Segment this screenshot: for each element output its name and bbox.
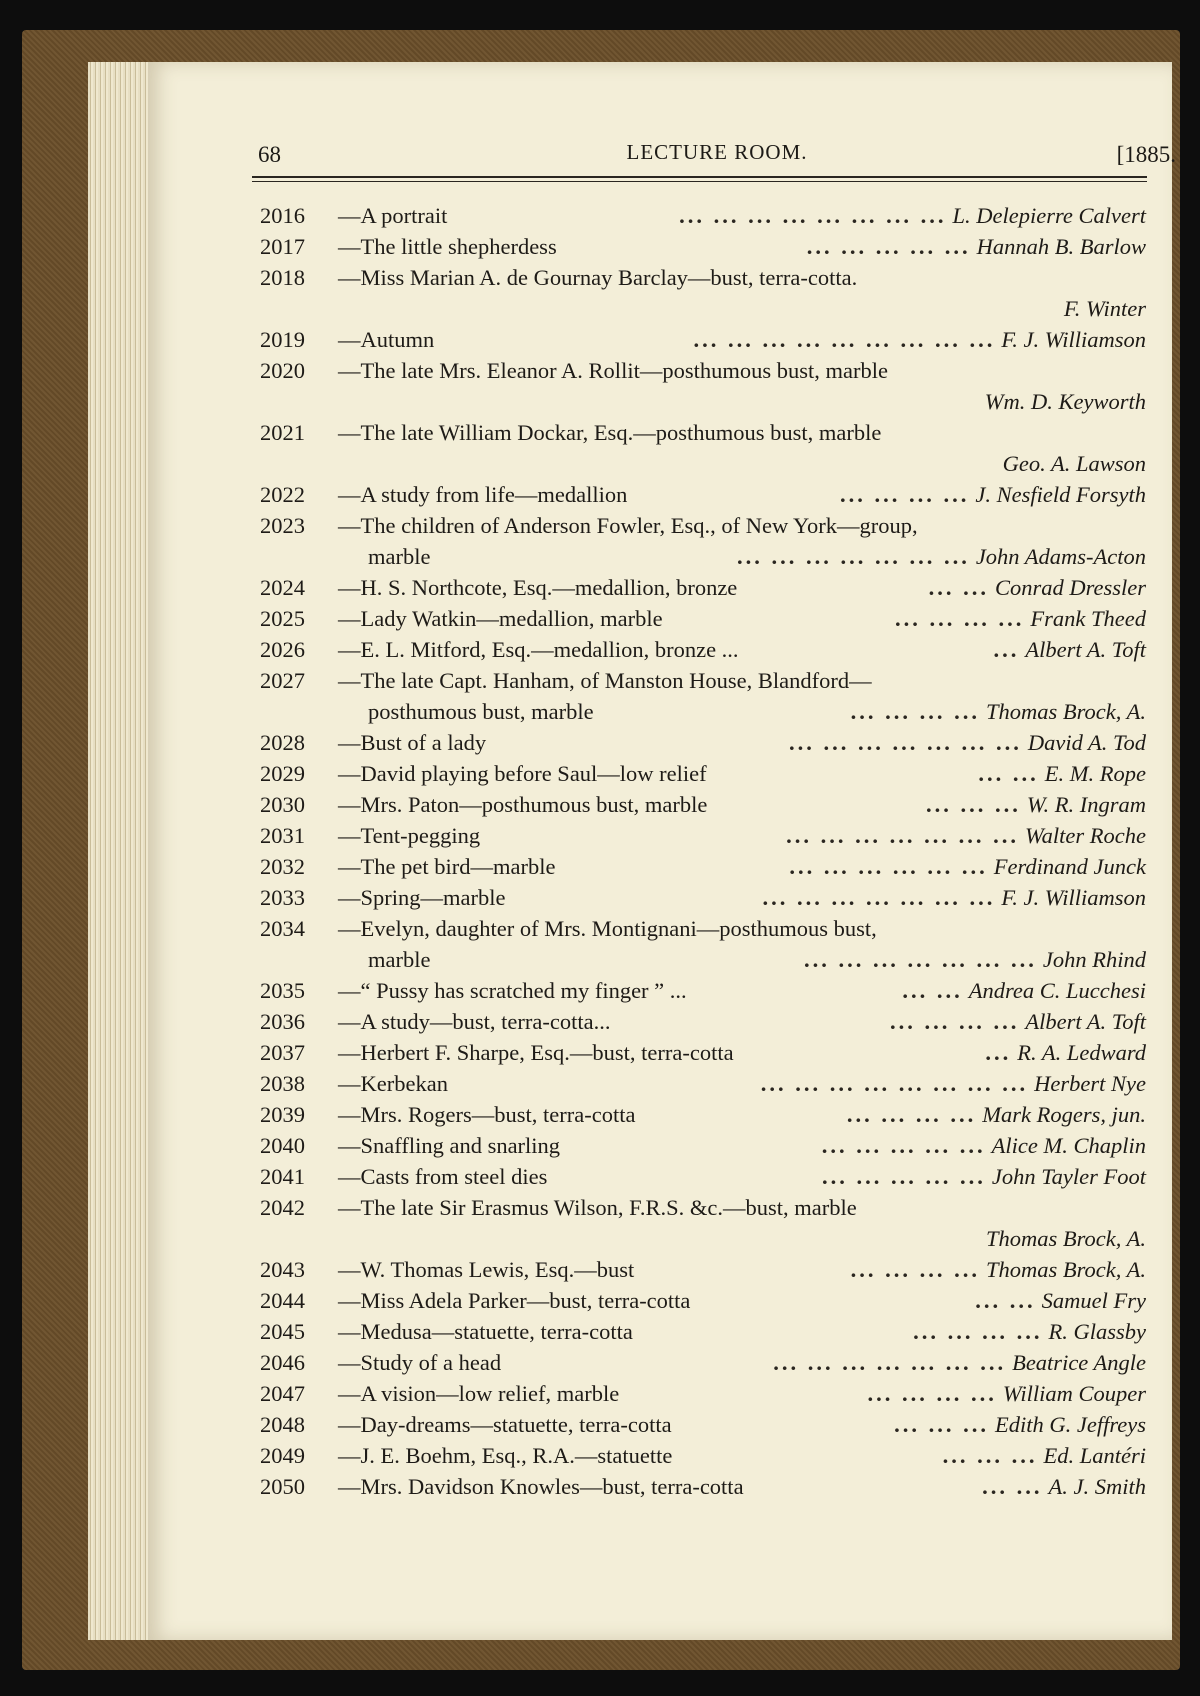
catalogue-entry xyxy=(260,603,1146,634)
dot-leader: ... ... ... ... ... ... ... xyxy=(773,1350,1007,1375)
entry-dash: — xyxy=(338,1474,361,1499)
catalogue-entry xyxy=(260,324,1146,355)
catalogue-entry xyxy=(260,665,1146,727)
entry-dash: — xyxy=(338,606,361,631)
catalogue-entry xyxy=(260,913,1146,975)
entry-title: The late Sir Erasmus Wilson, F.R.S. &c.—bust, marble xyxy=(360,1195,857,1220)
entry-artist: Mark Rogers, jun. xyxy=(982,1102,1146,1127)
entry-line-continued xyxy=(260,944,1146,975)
entry-dash: — xyxy=(338,1443,361,1468)
entry-artist: L. Delepierre Calvert xyxy=(952,203,1146,228)
entry-title: David playing before Saul—low relief xyxy=(360,761,707,786)
catalogue-entry xyxy=(260,882,1146,913)
dot-leader: ... ... ... ... ... ... ... ... xyxy=(760,1071,1029,1096)
dot-leader: ... ... ... ... ... xyxy=(806,234,971,259)
dot-leader: ... ... ... ... ... ... ... xyxy=(736,544,970,569)
catalogue-entry xyxy=(260,572,1146,603)
entry-artist-line xyxy=(260,293,1146,324)
entry-dash: — xyxy=(338,916,361,941)
catalogue-entry xyxy=(260,1192,1146,1254)
dot-leader: ... ... ... ... ... ... ... xyxy=(804,947,1037,972)
catalogue-entry xyxy=(260,1254,1146,1285)
entry-artist: F. J. Williamson xyxy=(1001,327,1146,352)
catalogue-entry xyxy=(260,634,1146,665)
dot-leader: ... ... xyxy=(978,761,1039,786)
entry-artist: Beatrice Angle xyxy=(1012,1350,1146,1375)
entry-line xyxy=(260,665,1146,696)
entry-artist: Ferdinand Junck xyxy=(993,854,1146,879)
entry-number: 2048 xyxy=(260,1412,305,1437)
dot-leader: ... ... ... xyxy=(925,792,1021,817)
entry-line xyxy=(260,975,1146,1006)
entry-line xyxy=(260,789,1146,820)
catalogue-entry xyxy=(260,231,1146,262)
entry-line xyxy=(260,851,1146,882)
catalogue-entry xyxy=(260,1347,1146,1378)
entry-dash: — xyxy=(338,1319,361,1344)
entry-dash: — xyxy=(338,854,361,879)
entry-number: 2047 xyxy=(260,1381,305,1406)
entry-artist: Ed. Lantéri xyxy=(1043,1443,1146,1468)
entry-dash: — xyxy=(338,1102,361,1127)
entry-artist: David A. Tod xyxy=(1027,730,1146,755)
entry-line xyxy=(260,1161,1146,1192)
entry-title: The late Mrs. Eleanor A. Rollit—posthumous bust, marble xyxy=(360,358,888,383)
entry-artist: A. J. Smith xyxy=(1048,1474,1146,1499)
entry-line xyxy=(260,634,1146,665)
entry-artist: John Adams-Acton xyxy=(975,544,1146,569)
entry-line xyxy=(260,1130,1146,1161)
entry-dash: — xyxy=(338,513,361,538)
entry-title: Medusa—statuette, terra-cotta xyxy=(360,1319,633,1344)
entry-number: 2022 xyxy=(260,482,305,507)
entry-dash: — xyxy=(338,792,361,817)
entry-artist: R. A. Ledward xyxy=(1017,1040,1146,1065)
entry-artist: Frank Theed xyxy=(1030,606,1146,631)
entry-artist: R. Glassby xyxy=(1048,1319,1146,1344)
entry-number: 2042 xyxy=(260,1195,305,1220)
catalogue-entry xyxy=(260,510,1146,572)
entry-line xyxy=(260,1316,1146,1347)
entry-number: 2035 xyxy=(260,978,305,1003)
entry-dash: — xyxy=(338,327,361,352)
dot-leader: ... ... ... ... ... ... xyxy=(789,854,988,879)
entry-title-continued: posthumous bust, marble xyxy=(368,699,594,724)
dot-leader: ... ... ... ... xyxy=(850,699,980,724)
entry-number: 2044 xyxy=(260,1288,305,1313)
catalogue-entry xyxy=(260,1440,1146,1471)
dot-leader: ... ... ... xyxy=(894,1412,989,1437)
entry-line xyxy=(260,1471,1146,1502)
entry-line xyxy=(260,417,1146,448)
entry-number: 2030 xyxy=(260,792,305,817)
entry-dash: — xyxy=(338,730,361,755)
dot-leader: ... xyxy=(993,637,1020,662)
catalogue-entry xyxy=(260,1471,1146,1502)
dot-leader: ... ... ... ... ... ... ... xyxy=(786,823,1019,848)
dot-leader: ... ... ... ... ... ... ... xyxy=(762,885,996,910)
entry-line xyxy=(260,1409,1146,1440)
entry-number: 2039 xyxy=(260,1102,305,1127)
entry-number: 2023 xyxy=(260,513,305,538)
entry-title: Bust of a lady xyxy=(360,730,487,755)
dot-leader: ... ... ... xyxy=(942,1443,1038,1468)
dot-leader: ... ... ... ... xyxy=(867,1381,997,1406)
entry-line xyxy=(260,1068,1146,1099)
entry-artist: Conrad Dressler xyxy=(994,575,1146,600)
entry-title: Casts from steel dies xyxy=(360,1164,548,1189)
entry-dash: — xyxy=(338,1257,361,1282)
catalogue-entry xyxy=(260,727,1146,758)
entry-dash: — xyxy=(338,203,361,228)
entry-line xyxy=(260,1037,1146,1068)
entry-line xyxy=(260,727,1146,758)
entry-dash: — xyxy=(338,1133,361,1158)
entry-line xyxy=(260,882,1146,913)
entry-dash: — xyxy=(338,1288,361,1313)
entry-number: 2040 xyxy=(260,1133,305,1158)
catalogue-entry xyxy=(260,789,1146,820)
entry-dash: — xyxy=(338,420,361,445)
dot-leader: ... ... ... ... xyxy=(889,1009,1020,1034)
entry-title: H. S. Northcote, Esq.—medallion, bronze xyxy=(360,575,738,600)
entry-line xyxy=(260,262,1146,293)
entry-artist: John Rhind xyxy=(1042,947,1146,972)
catalogue-entry xyxy=(260,1099,1146,1130)
dot-leader: ... ... ... ... xyxy=(840,482,970,507)
entry-artist: W. R. Ingram xyxy=(1026,792,1146,817)
entry-artist: Alice M. Chaplin xyxy=(991,1133,1146,1158)
entry-artist: F. J. Williamson xyxy=(1001,885,1146,910)
catalogue-entry xyxy=(260,479,1146,510)
entry-line xyxy=(260,603,1146,634)
entry-title: Miss Adela Parker—bust, terra-cotta xyxy=(360,1288,691,1313)
catalogue-entry xyxy=(260,262,1146,324)
dot-leader: ... xyxy=(985,1040,1012,1065)
entry-dash: — xyxy=(338,1071,361,1096)
entry-title: Evelyn, daughter of Mrs. Montignani—posthumous bust, xyxy=(360,916,877,941)
catalogue-entry xyxy=(260,1316,1146,1347)
entry-dash: — xyxy=(338,234,361,259)
entry-title: Miss Marian A. de Gournay Barclay—bust, terra-cotta. xyxy=(360,265,858,290)
entry-line xyxy=(260,572,1146,603)
entry-number: 2032 xyxy=(260,854,305,879)
entry-title: Study of a head xyxy=(360,1350,502,1375)
dot-leader: ... ... ... ... ... ... ... ... xyxy=(679,203,947,228)
entry-line xyxy=(260,1285,1146,1316)
entry-artist: John Tayler Foot xyxy=(991,1164,1146,1189)
catalogue-entry xyxy=(260,975,1146,1006)
entry-artist: Geo. A. Lawson xyxy=(1002,451,1146,476)
catalogue-entry xyxy=(260,417,1146,479)
catalogue-entry xyxy=(260,1378,1146,1409)
entry-line xyxy=(260,758,1146,789)
entry-title: Day-dreams—statuette, terra-cotta xyxy=(360,1412,672,1437)
entry-number: 2019 xyxy=(260,327,305,352)
header-rule xyxy=(252,176,1147,178)
entry-artist: Thomas Brock, A. xyxy=(986,1257,1146,1282)
entry-title: Mrs. Rogers—bust, terra-cotta xyxy=(360,1102,636,1127)
entry-line-continued xyxy=(260,696,1146,727)
entry-artist: Thomas Brock, A. xyxy=(986,699,1146,724)
entry-title: The pet bird—marble xyxy=(360,854,556,879)
entry-artist: F. Winter xyxy=(1063,296,1146,321)
dot-leader: ... ... ... ... ... xyxy=(821,1164,986,1189)
catalogue-entry xyxy=(260,1037,1146,1068)
dot-leader: ... ... ... ... xyxy=(846,1102,977,1127)
running-title: LECTURE ROOM. xyxy=(626,140,808,164)
entry-line xyxy=(260,200,1146,231)
entry-dash: — xyxy=(338,482,361,507)
catalogue-entry xyxy=(260,1285,1146,1316)
entry-title: The late William Dockar, Esq.—posthumous bust, marble xyxy=(360,420,882,445)
catalogue-entry xyxy=(260,758,1146,789)
entry-number: 2041 xyxy=(260,1164,305,1189)
entry-artist: E. M. Rope xyxy=(1044,761,1146,786)
entry-number: 2037 xyxy=(260,1040,305,1065)
catalogue-entries xyxy=(260,200,1146,1502)
catalogue-entry xyxy=(260,1006,1146,1037)
entry-number: 2026 xyxy=(260,637,305,662)
entry-line xyxy=(260,355,1146,386)
entry-title: Kerbekan xyxy=(360,1071,448,1096)
entry-line xyxy=(260,231,1146,262)
entry-number: 2027 xyxy=(260,668,305,693)
entry-number: 2033 xyxy=(260,885,305,910)
catalogue-entry xyxy=(260,1130,1146,1161)
entry-line xyxy=(260,1440,1146,1471)
entry-dash: — xyxy=(338,1164,361,1189)
dot-leader: ... ... ... ... ... ... ... xyxy=(788,730,1022,755)
entry-number: 2049 xyxy=(260,1443,305,1468)
catalogue-entry xyxy=(260,820,1146,851)
entry-artist: Wm. D. Keyworth xyxy=(984,389,1146,414)
entry-number: 2021 xyxy=(260,420,305,445)
entry-number: 2029 xyxy=(260,761,305,786)
entry-title: Spring—marble xyxy=(360,885,506,910)
entry-line xyxy=(260,820,1146,851)
entry-line xyxy=(260,1347,1146,1378)
entry-artist: William Couper xyxy=(1002,1381,1146,1406)
entry-title: W. Thomas Lewis, Esq.—bust xyxy=(360,1257,635,1282)
entry-title: The little shepherdess xyxy=(360,234,557,259)
entry-artist: J. Nesfield Forsyth xyxy=(975,482,1146,507)
dot-leader: ... ... ... ... ... xyxy=(821,1133,986,1158)
entry-line xyxy=(260,1254,1146,1285)
entry-line xyxy=(260,1006,1146,1037)
entry-number: 2025 xyxy=(260,606,305,631)
dot-leader: ... ... ... ... xyxy=(895,606,1025,631)
entry-number: 2043 xyxy=(260,1257,305,1282)
entry-artist-line xyxy=(260,1223,1146,1254)
entry-number: 2020 xyxy=(260,358,305,383)
entry-dash: — xyxy=(338,637,361,662)
entry-dash: — xyxy=(338,668,361,693)
entry-title: Snaffling and snarling xyxy=(360,1133,561,1158)
entry-line xyxy=(260,1099,1146,1130)
entry-artist-line xyxy=(260,448,1146,479)
entry-number: 2036 xyxy=(260,1009,305,1034)
entry-number: 2028 xyxy=(260,730,305,755)
entry-line-continued xyxy=(260,541,1146,572)
entry-title: Autumn xyxy=(360,327,435,352)
entry-dash: — xyxy=(338,358,361,383)
entry-line xyxy=(260,510,1146,541)
entry-artist: Samuel Fry xyxy=(1041,1288,1146,1313)
entry-line xyxy=(260,479,1146,510)
entry-dash: — xyxy=(338,823,361,848)
entry-title: A vision—low relief, marble xyxy=(360,1381,620,1406)
entry-title: Lady Watkin—medallion, marble xyxy=(360,606,663,631)
entry-dash: — xyxy=(338,761,361,786)
entry-title-continued: marble xyxy=(368,544,431,569)
entry-artist: Thomas Brock, A. xyxy=(986,1226,1146,1251)
entry-title: A study—bust, terra-cotta... xyxy=(360,1009,611,1034)
entry-line xyxy=(260,324,1146,355)
entry-number: 2046 xyxy=(260,1350,305,1375)
entry-dash: — xyxy=(338,1381,361,1406)
entry-dash: — xyxy=(338,1040,361,1065)
entry-title-continued: marble xyxy=(368,947,431,972)
entry-number: 2018 xyxy=(260,265,305,290)
entry-title: The children of Anderson Fowler, Esq., of New York—group, xyxy=(360,513,918,538)
entry-title: Herbert F. Sharpe, Esq.—bust, terra-cotta xyxy=(360,1040,734,1065)
entry-dash: — xyxy=(338,265,361,290)
entry-line xyxy=(260,1192,1146,1223)
entry-title: “ Pussy has scratched my finger ” ... xyxy=(360,978,687,1003)
dot-leader: ... ... xyxy=(975,1288,1036,1313)
entry-number: 2024 xyxy=(260,575,305,600)
year: [1885. xyxy=(1116,142,1176,167)
entry-artist: Walter Roche xyxy=(1024,823,1146,848)
entry-title: Tent-pegging xyxy=(360,823,481,848)
dot-leader: ... ... xyxy=(902,978,963,1003)
catalogue-entry xyxy=(260,355,1146,417)
dot-leader: ... ... xyxy=(928,575,989,600)
entry-number: 2045 xyxy=(260,1319,305,1344)
header-rule-thin xyxy=(252,181,1147,182)
entry-dash: — xyxy=(338,575,361,600)
entry-dash: — xyxy=(338,885,361,910)
catalogue-entry xyxy=(260,1068,1146,1099)
catalogue-entry xyxy=(260,851,1146,882)
entry-artist: Hannah B. Barlow xyxy=(976,234,1146,259)
entry-title: A portrait xyxy=(360,203,448,228)
entry-number: 2050 xyxy=(260,1474,305,1499)
entry-title: J. E. Boehm, Esq., R.A.—statuette xyxy=(360,1443,673,1468)
entry-artist: Herbert Nye xyxy=(1034,1071,1146,1096)
entry-title: Mrs. Davidson Knowles—bust, terra-cotta xyxy=(360,1474,744,1499)
entry-artist: Albert A. Toft xyxy=(1025,637,1146,662)
catalogue-entry xyxy=(260,1409,1146,1440)
dot-leader: ... ... xyxy=(982,1474,1043,1499)
entry-dash: — xyxy=(338,1009,361,1034)
entry-artist: Albert A. Toft xyxy=(1025,1009,1146,1034)
catalogue-entry xyxy=(260,1161,1146,1192)
entry-dash: — xyxy=(338,1195,361,1220)
entry-artist: Andrea C. Lucchesi xyxy=(968,978,1146,1003)
entry-number: 2017 xyxy=(260,234,305,259)
entry-title: E. L. Mitford, Esq.—medallion, bronze ... xyxy=(360,637,739,662)
entry-title: The late Capt. Hanham, of Manston House, Blandford— xyxy=(360,668,872,693)
dot-leader: ... ... ... ... xyxy=(913,1319,1043,1344)
entry-number: 2016 xyxy=(260,203,305,228)
entry-dash: — xyxy=(338,978,361,1003)
entry-artist: Edith G. Jeffreys xyxy=(995,1412,1146,1437)
entry-line xyxy=(260,913,1146,944)
entry-title: A study from life—medallion xyxy=(360,482,628,507)
dot-leader: ... ... ... ... ... ... ... ... ... xyxy=(693,327,996,352)
entry-number: 2038 xyxy=(260,1071,305,1096)
page-edges xyxy=(88,62,148,1640)
dot-leader: ... ... ... ... xyxy=(850,1257,980,1282)
entry-title: Mrs. Paton—posthumous bust, marble xyxy=(360,792,708,817)
entry-artist-line xyxy=(260,386,1146,417)
page-number: 68 xyxy=(258,142,281,167)
entry-number: 2031 xyxy=(260,823,305,848)
entry-dash: — xyxy=(338,1350,361,1375)
entry-dash: — xyxy=(338,1412,361,1437)
entry-line xyxy=(260,1378,1146,1409)
catalogue-entry xyxy=(260,200,1146,231)
entry-number: 2034 xyxy=(260,916,305,941)
